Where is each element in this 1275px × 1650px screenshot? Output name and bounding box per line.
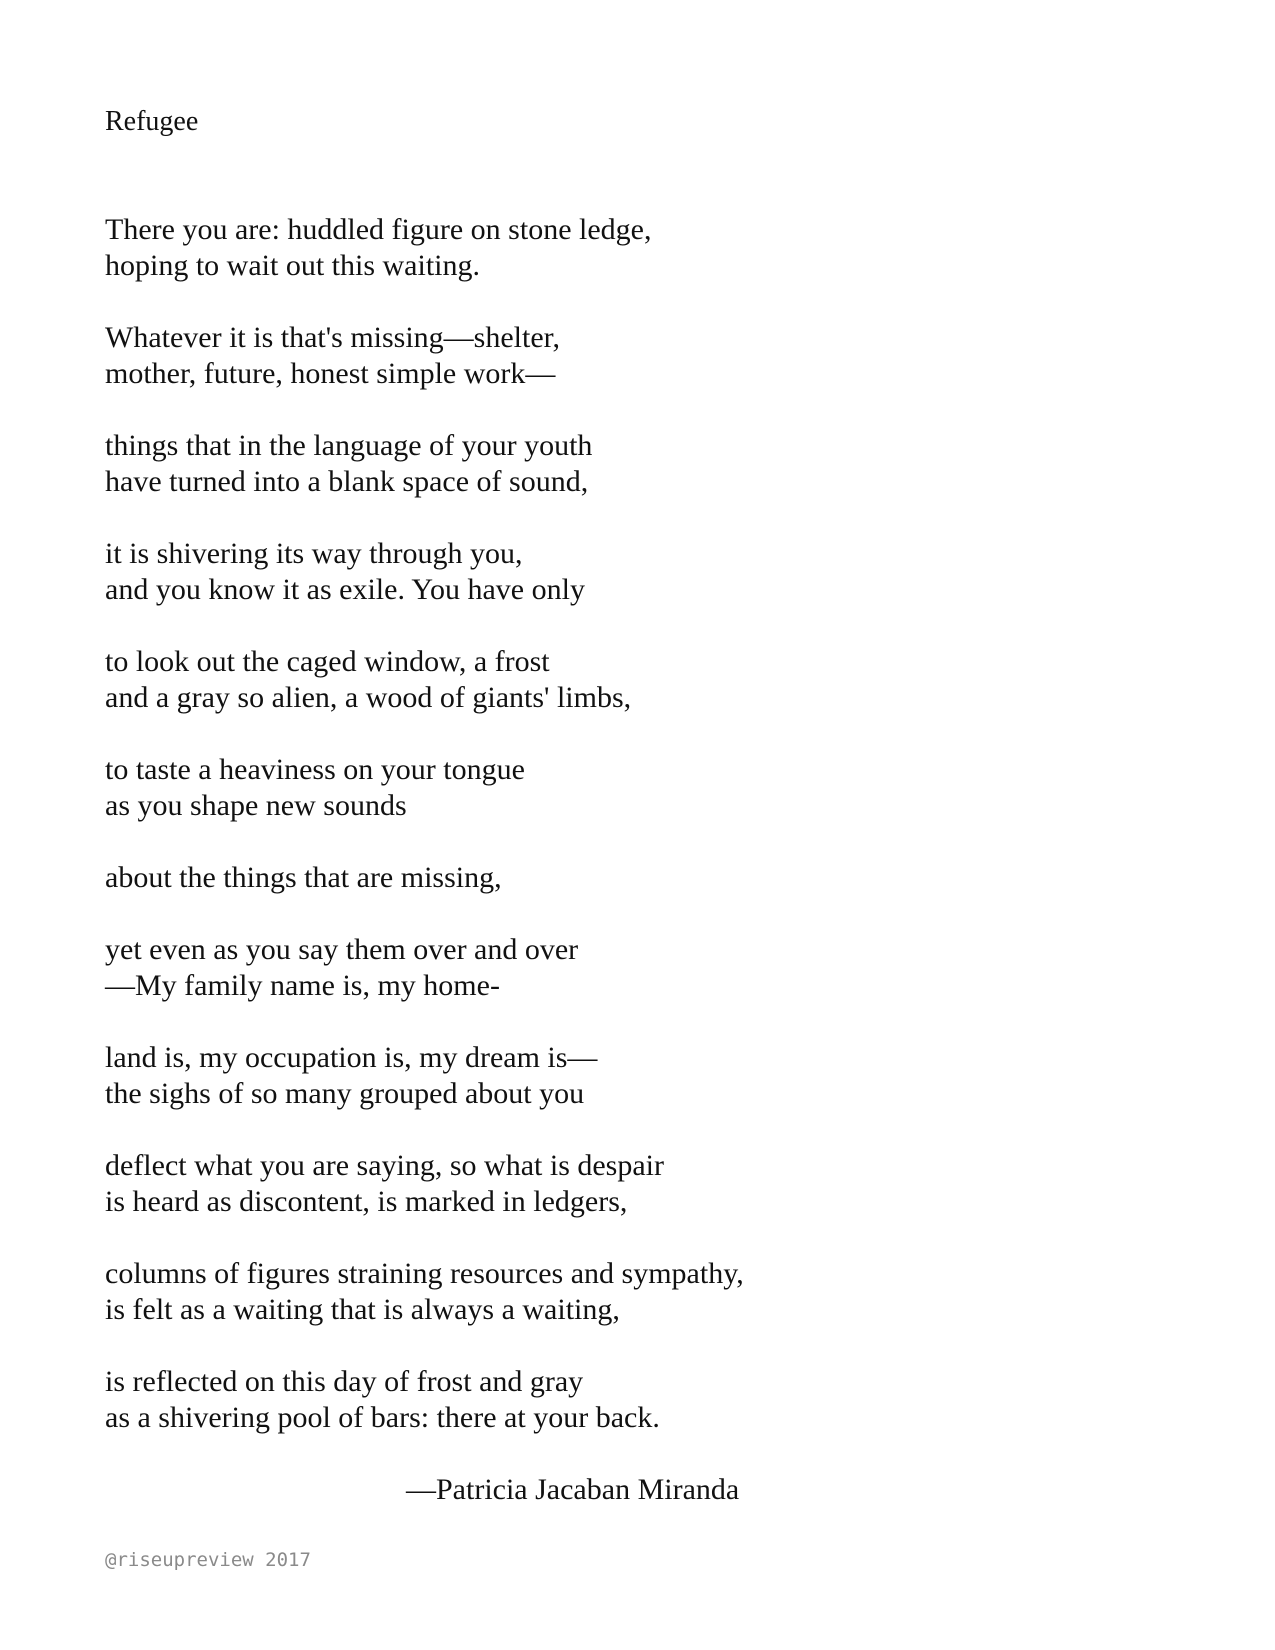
poem-line: it is shivering its way through you, [105,537,523,570]
poem-line: deflect what you are saying, so what is despair [105,1149,664,1182]
poem-line: columns of figures straining resources and sympathy, [105,1257,744,1290]
poem-line: to taste a heaviness on your tongue [105,753,525,786]
poem-line: to look out the caged window, a frost [105,645,550,678]
stanza [105,752,1165,824]
stanza [105,212,1165,284]
poem-line: is felt as a waiting that is always a waiting, [105,1293,620,1326]
poem-line: and a gray so alien, a wood of giants' limbs, [105,681,632,714]
poem-line: and you know it as exile. You have only [105,573,585,606]
poem-line: land is, my occupation is, my dream is— [105,1041,598,1074]
stanza [105,1256,1165,1328]
poem-line: Whatever it is that's missing—shelter, [105,321,560,354]
author-attribution: —Patricia Jacaban Miranda [406,1473,740,1506]
poem-line: There you are: huddled figure on stone ledge, [105,213,652,246]
stanza [105,536,1165,608]
stanza [105,1148,1165,1220]
poem-line: have turned into a blank space of sound, [105,465,589,498]
poem-line: the sighs of so many grouped about you [105,1077,585,1110]
stanza [105,860,1165,896]
poem-line: —My family name is, my home- [105,969,500,1002]
poem-line: yet even as you say them over and over [105,933,579,966]
poem-line: is heard as discontent, is marked in ledgers, [105,1185,628,1218]
stanza [105,644,1165,716]
stanza [105,428,1165,500]
stanza [105,1040,1165,1112]
stanza [105,1364,1165,1436]
poem-body [105,212,1165,1472]
poem-title: Refugee [105,106,199,137]
poem-line: as a shivering pool of bars: there at your back. [105,1401,660,1434]
copyright-footer: @riseupreview 2017 [105,1549,311,1571]
stanza [105,932,1165,1004]
stanza [105,320,1165,392]
poem-line: hoping to wait out this waiting. [105,249,480,282]
poem-line: as you shape new sounds [105,789,407,822]
poem-line: about the things that are missing, [105,861,502,894]
poem-line: is reflected on this day of frost and gray [105,1365,584,1398]
poem-line: mother, future, honest simple work— [105,357,556,390]
poem-line: things that in the language of your youth [105,429,593,462]
